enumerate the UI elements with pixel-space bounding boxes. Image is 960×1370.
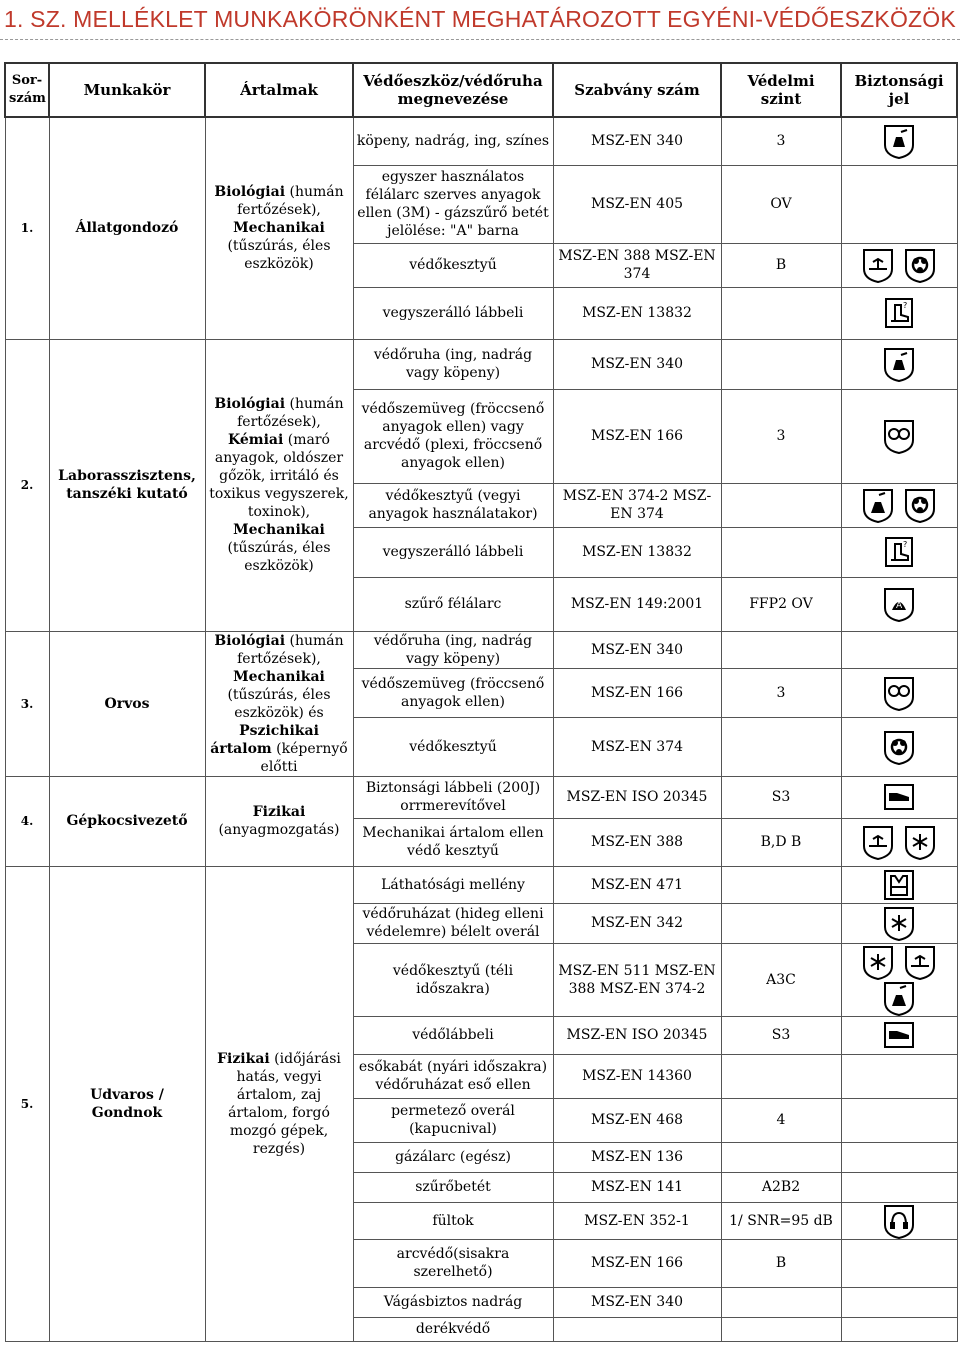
protection-level: A3C: [721, 943, 841, 1016]
safety-boot-icon: [881, 779, 917, 815]
protection-level: OV: [721, 165, 841, 243]
safety-symbols: [841, 527, 957, 577]
hi-vis-vest-icon: [881, 867, 917, 903]
equipment-name: esőkabát (nyári időszakra) védőruházat eső ellen: [353, 1054, 553, 1098]
standard-number: MSZ-EN 405: [553, 165, 721, 243]
protection-level: [721, 1287, 841, 1317]
biohazard-icon: [902, 247, 938, 283]
respirator-icon: [881, 586, 917, 622]
hazard-category: Mechanikai: [233, 522, 325, 538]
equipment-name: vegyszerálló lábbeli: [353, 287, 553, 339]
protection-level: B: [721, 1239, 841, 1287]
chemical-clothing-icon: [881, 123, 917, 159]
standard-number: MSZ-EN 352-1: [553, 1202, 721, 1239]
protection-level: 3: [721, 669, 841, 718]
hazards-cell: [205, 339, 353, 631]
equipment-name: vegyszerálló lábbeli: [353, 527, 553, 577]
equipment-name: védőlábbeli: [353, 1016, 553, 1054]
hazard-category: Kémiai: [228, 432, 284, 448]
equipment-name: szűrő félálarc: [353, 577, 553, 631]
hazard-description: (tűszúrás, éles eszközök) és: [227, 686, 331, 721]
hazard-category: Mechanikai: [233, 668, 325, 685]
biohazard-icon: [881, 729, 917, 765]
chemical-clothing-icon: [881, 346, 917, 382]
standard-number: MSZ-EN 166: [553, 669, 721, 718]
hazard-description: (tűszúrás, éles eszközök): [227, 540, 331, 574]
cold-icon: [902, 824, 938, 860]
standard-number: MSZ-EN 136: [553, 1142, 721, 1172]
safety-symbols: [841, 1016, 957, 1054]
standard-number: MSZ-EN ISO 20345: [553, 776, 721, 818]
safety-symbols: [841, 866, 957, 903]
job-title: Orvos: [49, 631, 205, 776]
cold-icon: [860, 944, 896, 980]
safety-symbols: [841, 903, 957, 943]
goggles-icon: [881, 675, 917, 711]
protection-level: [721, 339, 841, 389]
ppe-table: [4, 62, 958, 1342]
page-title: 1. SZ. MELLÉKLET MUNKAKÖRÖNKÉNT MEGHATÁROZOTT EGYÉNI-VÉDŐESZKÖZÖK: [4, 6, 956, 32]
standard-number: MSZ-EN 340: [553, 631, 721, 669]
hazard-category: Fizikai: [217, 1050, 270, 1067]
safety-symbols: [841, 1098, 957, 1142]
safety-symbols: [841, 117, 957, 165]
safety-symbols: [841, 1317, 957, 1341]
safety-symbols: [841, 577, 957, 631]
row-number: 5.: [5, 866, 49, 1341]
equipment-name: Vágásbiztos nadrág: [353, 1287, 553, 1317]
equipment-name: egyszer használatos félálarc szerves anyagok ellen (3M) - gázszűrő betét jelölése: "A" barna: [353, 165, 553, 243]
row-number: 4.: [5, 776, 49, 866]
standard-number: MSZ-EN 166: [553, 389, 721, 483]
header-standard: Szabvány szám: [553, 63, 721, 117]
equipment-name: Biztonsági lábbeli (200J) orrmerevítővel: [353, 776, 553, 818]
protection-level: [721, 483, 841, 527]
protection-level: [721, 866, 841, 903]
safety-symbols: [841, 1142, 957, 1172]
chemical-hazard-icon: [881, 980, 917, 1016]
standard-number: MSZ-EN 166: [553, 1239, 721, 1287]
mechanical-hazard-icon: [902, 944, 938, 980]
protection-level: B,D B: [721, 818, 841, 866]
protection-level: [721, 1317, 841, 1341]
equipment-name: arcvédő(sisakra szerelhető): [353, 1239, 553, 1287]
table-row: [5, 631, 957, 669]
safety-symbols: [841, 776, 957, 818]
protection-level: 3: [721, 117, 841, 165]
protection-level: 3: [721, 389, 841, 483]
equipment-name: derékvédő: [353, 1317, 553, 1341]
standard-number: MSZ-EN 511 MSZ-EN 388 MSZ-EN 374-2: [553, 943, 721, 1016]
standard-number: MSZ-EN ISO 20345: [553, 1016, 721, 1054]
protection-level: [721, 631, 841, 669]
hazard-description: (humán fertőzések),: [237, 184, 344, 219]
standard-number: MSZ-EN 374-2 MSZ-EN 374: [553, 483, 721, 527]
standard-number: MSZ-EN 471: [553, 866, 721, 903]
safety-symbols: [841, 165, 957, 243]
hazard-category: Biológiai: [214, 396, 286, 412]
standard-number: MSZ-EN 149:2001: [553, 577, 721, 631]
standard-number: MSZ-EN 388: [553, 818, 721, 866]
hazard-category: Pszichikai ártalom: [210, 722, 319, 757]
title-divider: [0, 39, 960, 40]
protection-level: 4: [721, 1098, 841, 1142]
equipment-name: védőkesztyű: [353, 243, 553, 287]
header-num: Sor-szám: [5, 63, 49, 117]
job-title: Laborasszisztens, tanszéki kutató: [49, 339, 205, 631]
hazards-cell: [205, 117, 353, 339]
safety-symbols: [841, 943, 957, 1016]
safety-symbols: [841, 243, 957, 287]
equipment-name: gázálarc (egész): [353, 1142, 553, 1172]
header-row: [5, 63, 957, 117]
svg-text:A: A: [896, 601, 903, 611]
svg-text:?: ?: [903, 301, 908, 310]
header-level: Védelmi szint: [721, 63, 841, 117]
standard-number: MSZ-EN 13832: [553, 527, 721, 577]
safety-symbols: [841, 1172, 957, 1202]
mechanical-hazard-icon: [860, 247, 896, 283]
hazard-category: Mechanikai: [233, 220, 325, 237]
table-row: [5, 776, 957, 818]
protection-level: [721, 903, 841, 943]
safety-symbols: [841, 287, 957, 339]
equipment-name: permetező overál (kapucnival): [353, 1098, 553, 1142]
safety-boot-icon: [881, 1017, 917, 1053]
protection-level: [721, 1142, 841, 1172]
safety-symbols: [841, 669, 957, 718]
row-number: 2.: [5, 339, 49, 631]
hazard-description: (humán fertőzések),: [237, 396, 344, 430]
safety-symbols: [841, 389, 957, 483]
chemical-footwear-icon: [881, 534, 917, 570]
chemical-footwear-icon: [881, 295, 917, 331]
hazard-description: (képernyő előtti: [260, 740, 348, 775]
hazard-description: (tűszúrás, éles eszközök): [227, 238, 331, 273]
goggles-icon: [881, 418, 917, 454]
hazards-cell: [205, 776, 353, 866]
job-title: Állatgondozó: [49, 117, 205, 339]
equipment-name: fültok: [353, 1202, 553, 1239]
equipment-name: védőkesztyű (vegyi anyagok használatakor): [353, 483, 553, 527]
hazard-category: Biológiai: [214, 184, 286, 201]
job-title: Gépkocsivezető: [49, 776, 205, 866]
equipment-name: köpeny, nadrág, ing, színes: [353, 117, 553, 165]
safety-symbols: [841, 1202, 957, 1239]
equipment-name: védőkesztyű (téli időszakra): [353, 943, 553, 1016]
protection-level: [721, 287, 841, 339]
safety-symbols: [841, 717, 957, 776]
protection-level: 1/ SNR=95 dB: [721, 1202, 841, 1239]
standard-number: MSZ-EN 13832: [553, 287, 721, 339]
safety-symbols: [841, 1239, 957, 1287]
protection-level: S3: [721, 776, 841, 818]
safety-symbols: [841, 483, 957, 527]
standard-number: MSZ-EN 342: [553, 903, 721, 943]
protection-level: [721, 1054, 841, 1098]
row-number: 3.: [5, 631, 49, 776]
hazard-description: (humán fertőzések),: [237, 632, 344, 667]
standard-number: MSZ-EN 374: [553, 717, 721, 776]
protection-level: [721, 527, 841, 577]
protection-level: FFP2 OV: [721, 577, 841, 631]
header-job: Munkakör: [49, 63, 205, 117]
header-equipment: Védőeszköz/védőruha megnevezése: [353, 63, 553, 117]
protection-level: B: [721, 243, 841, 287]
protection-level: A2B2: [721, 1172, 841, 1202]
safety-symbols: [841, 631, 957, 669]
standard-number: MSZ-EN 141: [553, 1172, 721, 1202]
job-title: Udvaros / Gondnok: [49, 866, 205, 1341]
hazard-description: (maró anyagok, oldószer gőzök, irritáló és toxikus vegyszerek, toxinok),: [209, 432, 349, 520]
equipment-name: védőszemüveg (fröccsenő anyagok ellen): [353, 669, 553, 718]
standard-number: MSZ-EN 14360: [553, 1054, 721, 1098]
equipment-name: védőszemüveg (fröccsenő anyagok ellen) vagy arcvédő (plexi, fröccsenő anyagok ellen): [353, 389, 553, 483]
equipment-name: szűrőbetét: [353, 1172, 553, 1202]
header-hazards: Ártalmak: [205, 63, 353, 117]
hazards-cell: [205, 631, 353, 776]
equipment-name: védőkesztyű: [353, 717, 553, 776]
hazards-cell: [205, 866, 353, 1341]
standard-number: MSZ-EN 468: [553, 1098, 721, 1142]
standard-number: MSZ-EN 388 MSZ-EN 374: [553, 243, 721, 287]
standard-number: MSZ-EN 340: [553, 339, 721, 389]
safety-symbols: [841, 339, 957, 389]
equipment-name: védőruházat (hideg elleni védelemre) bélelt overál: [353, 903, 553, 943]
equipment-name: védőruha (ing, nadrág vagy köpeny): [353, 631, 553, 669]
mechanical-hazard-icon: [860, 824, 896, 860]
standard-number: [553, 1317, 721, 1341]
hazard-category: Biológiai: [214, 632, 286, 649]
protection-level: S3: [721, 1016, 841, 1054]
safety-symbols: [841, 1287, 957, 1317]
equipment-name: védőruha (ing, nadrág vagy köpeny): [353, 339, 553, 389]
safety-symbols: [841, 1054, 957, 1098]
hazard-description: (időjárási hatás, vegyi ártalom, zaj ártalom, forgó mozgó gépek, rezgés): [228, 1050, 341, 1157]
safety-symbols: [841, 818, 957, 866]
table-row: [5, 866, 957, 903]
biohazard-icon: [902, 487, 938, 523]
row-number: 1.: [5, 117, 49, 339]
standard-number: MSZ-EN 340: [553, 117, 721, 165]
standard-number: MSZ-EN 340: [553, 1287, 721, 1317]
table-row: [5, 117, 957, 165]
cold-icon: [881, 905, 917, 941]
equipment-name: Láthatósági mellény: [353, 866, 553, 903]
ear-protection-icon: [881, 1203, 917, 1239]
hazard-category: Fizikai: [252, 804, 306, 820]
table-row: [5, 339, 957, 389]
svg-text:?: ?: [903, 540, 908, 549]
equipment-name: Mechanikai ártalom ellen védő kesztyű: [353, 818, 553, 866]
hazard-description: (anyagmozgatás): [218, 822, 340, 838]
protection-level: [721, 717, 841, 776]
chemical-hazard-icon: [860, 487, 896, 523]
header-symbol: Biztonsági jel: [841, 63, 957, 117]
